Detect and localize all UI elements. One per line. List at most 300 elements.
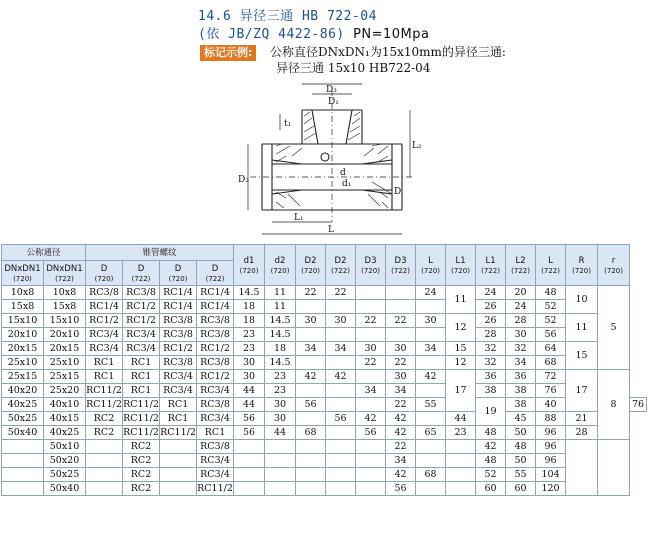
table-cell: 22: [296, 286, 326, 300]
table-cell: 50: [506, 426, 536, 440]
table-cell: 50x40: [2, 426, 44, 440]
table-cell: RC11/2: [123, 398, 159, 410]
table-cell: RC1/4: [197, 300, 234, 314]
table-cell: 42: [356, 412, 386, 426]
table-cell: [296, 440, 326, 454]
table-cell: 68: [416, 468, 446, 482]
table-cell: 23: [234, 328, 265, 342]
table-row: [2, 426, 647, 440]
table-cell: RC11/2: [160, 426, 196, 438]
table-cell: 14.5: [265, 328, 296, 342]
col-D3-720: D3 (720): [356, 245, 386, 286]
table-cell: 11: [265, 300, 296, 314]
table-cell: 32: [476, 342, 506, 356]
title-line2: [198, 23, 430, 42]
table-cell: 30: [386, 342, 416, 356]
table-cell: 40: [536, 398, 566, 412]
table-cell: 30: [265, 412, 296, 426]
table-cell: 48: [506, 440, 536, 454]
table-cell: 68: [536, 356, 566, 370]
table-cell: [296, 300, 326, 314]
standard-ref: (依 JB/ZQ 4422-86): [198, 27, 345, 42]
table-cell: 22: [386, 314, 416, 328]
table-cell: [356, 454, 386, 468]
table-cell: RC3/4: [160, 384, 197, 398]
table-cell-L1-720: [446, 468, 476, 482]
table-cell: RC1: [197, 426, 234, 440]
table-cell: 50x20: [44, 454, 86, 468]
table-cell: RC3/8: [197, 440, 234, 454]
table-cell: RC3/8: [160, 328, 197, 342]
table-cell: 30: [234, 356, 265, 370]
table-cell: 44: [265, 426, 296, 440]
table-cell: 34: [506, 356, 536, 370]
table-cell: 88: [536, 412, 566, 426]
table-cell: 15x8: [2, 300, 44, 314]
col-D-722-b: D (722): [197, 261, 234, 286]
table-cell: 40x10: [44, 398, 86, 412]
table-cell: 38: [506, 384, 536, 398]
table-cell: 52: [536, 300, 566, 314]
table-row: [2, 328, 647, 342]
spec-table: [1, 244, 647, 496]
table-cell: 30: [356, 342, 386, 356]
table-cell: 20x10: [44, 328, 86, 342]
table-cell: 23: [265, 384, 296, 398]
table-cell: 42: [386, 412, 416, 426]
table-cell: 20x10: [2, 328, 44, 342]
table-cell: 96: [536, 454, 566, 468]
table-cell: RC2: [123, 482, 160, 496]
table-cell-L1-720: 19: [476, 398, 506, 426]
table-cell-R: 21: [566, 412, 598, 426]
table-cell-r: 8: [598, 370, 630, 440]
table-cell: 72: [536, 370, 566, 384]
table-cell-R: 10: [566, 286, 598, 314]
table-cell: RC2: [86, 412, 123, 426]
table-cell: 56: [296, 398, 326, 412]
table-cell: RC1/2: [123, 300, 160, 314]
table-cell: 60: [506, 482, 536, 496]
table-cell: [296, 328, 326, 342]
table-cell: RC1: [160, 412, 197, 426]
label-L2: L₂: [412, 141, 422, 151]
table-cell: [265, 468, 296, 482]
example-line1: 公称直径DNxDN₁为15x10mm的异径三通:: [270, 45, 506, 59]
table-cell: 25x10: [44, 356, 86, 370]
table-cell: RC1/2: [160, 342, 197, 356]
table-cell: [416, 412, 446, 426]
table-row: [2, 468, 647, 482]
table-cell: 30: [506, 328, 536, 342]
col-dn-722: DNxDN1 (722): [44, 261, 86, 286]
table-cell-L1-720: 12: [446, 356, 476, 370]
table-cell-R: [566, 440, 598, 496]
table-cell: 14.5: [265, 356, 296, 370]
table-row: [2, 286, 647, 300]
table-cell: RC11/2: [197, 482, 233, 494]
table-cell: 48: [536, 286, 566, 300]
table-cell: [296, 412, 326, 426]
table-cell: [86, 440, 123, 454]
table-row: [2, 370, 647, 384]
table-cell: RC11/2: [123, 426, 159, 438]
table-cell: 42: [296, 370, 326, 384]
col-L2-722: L2 (722): [506, 245, 536, 286]
table-cell: RC3/4: [123, 342, 160, 356]
table-cell: [326, 384, 356, 398]
table-cell: RC3/4: [86, 342, 123, 356]
table-cell: 44: [446, 412, 476, 426]
col-D2-722: D2 (722): [326, 245, 356, 286]
table-cell: 76: [536, 384, 566, 398]
table-cell: 34: [416, 342, 446, 356]
table-cell: RC2: [123, 468, 160, 482]
table-cell: 56: [234, 412, 265, 426]
table-cell: 15x10: [2, 314, 44, 328]
col-D-722-a: D (722): [123, 261, 160, 286]
table-cell: 30: [234, 370, 265, 384]
col-D-720-a: D (720): [86, 261, 123, 286]
table-cell: RC2: [123, 454, 160, 468]
table-cell: 56: [536, 328, 566, 342]
table-cell: [356, 398, 386, 412]
col-L1-722: L1 (722): [476, 245, 506, 286]
table-cell: 28: [506, 314, 536, 328]
table-cell: 34: [386, 454, 416, 468]
table-cell: 25x15: [2, 370, 44, 384]
example-badge: 标记示例:: [200, 45, 256, 61]
table-cell: 65: [416, 426, 446, 440]
table-cell: 56: [386, 482, 416, 496]
tee-drawing: [232, 82, 422, 242]
table-cell: 34: [356, 384, 386, 398]
table-cell: [356, 370, 386, 384]
group-nominal: 公称通径: [2, 245, 86, 261]
table-cell: 44: [234, 384, 265, 398]
table-cell: RC1/4: [160, 286, 197, 300]
table-cell: [386, 300, 416, 314]
col-L-722: L (722): [536, 245, 566, 286]
table-cell-R: 11: [566, 314, 598, 342]
table-cell: 40x15: [44, 412, 86, 426]
table-cell: [296, 384, 326, 398]
col-r-720: r (720): [598, 245, 630, 286]
table-cell: [416, 356, 446, 370]
table-cell: 52: [476, 468, 506, 482]
table-cell-L1-720: 12: [446, 314, 476, 342]
table-cell: 18: [234, 300, 265, 314]
table-cell: RC3/8: [86, 286, 123, 300]
table-cell: 25x15: [44, 370, 86, 384]
table-cell: RC1: [86, 370, 123, 384]
label-t1: t₁: [284, 119, 292, 129]
table-cell: [326, 482, 356, 496]
table-cell: 24: [416, 286, 446, 300]
table-cell: [416, 384, 446, 398]
table-cell: 55: [416, 398, 446, 412]
table-cell: [234, 482, 265, 496]
table-cell: 30: [386, 370, 416, 384]
table-cell: RC2: [86, 426, 123, 440]
table-cell: 44: [234, 398, 265, 412]
table-cell: RC11/2: [86, 384, 122, 396]
table-cell: 22: [386, 356, 416, 370]
table-cell: 96: [536, 440, 566, 454]
table-cell: RC3/8: [123, 286, 160, 300]
table-cell: 11: [265, 286, 296, 300]
table-cell: 76: [630, 398, 647, 412]
table-cell: 30: [326, 314, 356, 328]
table-cell: [2, 454, 44, 468]
table-cell: [265, 454, 296, 468]
table-cell: 34: [326, 342, 356, 356]
table-cell: 40x25: [2, 398, 44, 412]
table-cell: 48: [476, 454, 506, 468]
table-cell: 50x25: [2, 412, 44, 426]
table-cell: 28: [476, 328, 506, 342]
table-cell: 56: [356, 426, 386, 440]
table-cell: 20: [506, 286, 536, 300]
table-cell: RC3/4: [197, 454, 234, 468]
table-cell: [356, 286, 386, 300]
table-cell: RC3/8: [197, 314, 234, 328]
table-cell: [326, 454, 356, 468]
table-cell: RC3/4: [160, 370, 197, 384]
table-cell-L1-720: [446, 454, 476, 468]
table-cell: 42: [386, 426, 416, 440]
table-cell: [296, 468, 326, 482]
table-cell: RC3/4: [123, 328, 160, 342]
table-cell: [296, 454, 326, 468]
table-cell: [386, 286, 416, 300]
table-cell: 36: [506, 370, 536, 384]
table-row: [2, 440, 647, 454]
label-D: D: [394, 187, 402, 197]
table-cell: [2, 468, 44, 482]
title-line1: 14.6 异径三通 HB 722-04: [198, 9, 377, 24]
table-cell: [234, 454, 265, 468]
table-cell: 18: [265, 342, 296, 356]
table-cell: RC11/2: [86, 398, 122, 410]
table-cell: [356, 440, 386, 454]
table-row: [2, 398, 647, 412]
table-cell: RC3/4: [197, 468, 234, 482]
table-cell: [265, 482, 296, 496]
table-cell: [234, 440, 265, 454]
table-cell: RC1/2: [86, 314, 123, 328]
table-cell: 25x20: [44, 384, 86, 398]
label-D2: D₂: [238, 175, 249, 185]
table-cell: 42: [386, 468, 416, 482]
label-d1: d₁: [342, 179, 352, 189]
table-cell-L1-720: 17: [446, 370, 476, 412]
table-cell: 14.5: [234, 286, 265, 300]
table-cell: 26: [476, 314, 506, 328]
col-L-720: L (720): [416, 245, 446, 286]
label-L: L: [328, 225, 334, 235]
table-cell: [356, 482, 386, 496]
table-cell-L1-720: [446, 482, 476, 496]
table-cell: [416, 454, 446, 468]
table-cell: 32: [476, 356, 506, 370]
table-cell: [2, 482, 44, 496]
pressure-rating: PN=10Mpa: [353, 27, 430, 42]
col-d1: d1 (720): [234, 245, 265, 286]
table-cell-r: 5: [598, 286, 630, 370]
table-cell: 15x8: [44, 300, 86, 314]
table-cell-L1-720: 15: [446, 342, 476, 356]
table-cell: RC3/8: [197, 398, 234, 412]
table-cell-R: 15: [566, 342, 598, 370]
table-cell: 34: [386, 384, 416, 398]
table-cell: RC1: [86, 356, 123, 370]
table-cell: [416, 440, 446, 454]
col-dn-720: DNxDN1 (720): [2, 261, 44, 286]
table-cell: 96: [536, 426, 566, 440]
table-cell: [356, 468, 386, 482]
label-L1: L₁: [294, 213, 304, 223]
table-cell: [356, 300, 386, 314]
label-D3: D₃: [326, 85, 337, 95]
label-d: d: [340, 168, 346, 178]
table-cell: 42: [416, 370, 446, 384]
table-cell: 42: [476, 440, 506, 454]
table-cell: 64: [536, 342, 566, 356]
table-cell: RC1/4: [197, 286, 234, 300]
table-cell: RC3/8: [160, 356, 197, 370]
table-cell: RC3/8: [160, 314, 197, 328]
table-cell: 20x15: [44, 342, 86, 356]
table-cell: 40x20: [2, 384, 44, 398]
table-cell: [86, 468, 123, 482]
table-cell: RC3/4: [86, 328, 123, 342]
table-cell: 23: [265, 370, 296, 384]
col-D3-722: D3 (722): [386, 245, 416, 286]
table-cell: 40x25: [44, 426, 86, 440]
table-cell: 60: [476, 482, 506, 496]
example-line2: 异径三通 15x10 HB722-04: [276, 61, 431, 75]
table-cell: 24: [506, 300, 536, 314]
table-cell: RC1: [123, 356, 160, 370]
col-D2-720: D2 (720): [296, 245, 326, 286]
table-cell: 120: [536, 482, 566, 496]
table-cell: 22: [386, 440, 416, 454]
table-cell: 18: [234, 314, 265, 328]
table-cell: 68: [296, 426, 326, 440]
table-cell: [386, 328, 416, 342]
table-cell: RC3/8: [197, 356, 234, 370]
table-cell: RC11/2: [123, 412, 159, 424]
table-cell: [326, 328, 356, 342]
table-cell: [416, 482, 446, 496]
table-cell: 14.5: [265, 314, 296, 328]
table-cell: 24: [476, 286, 506, 300]
table-cell: [296, 356, 326, 370]
table-cell: [160, 454, 197, 468]
table-cell: 50x25: [44, 468, 86, 482]
table-cell: [296, 482, 326, 496]
table-cell: 56: [234, 426, 265, 440]
table-row: [2, 356, 647, 370]
table-cell: 36: [476, 370, 506, 384]
table-cell: 52: [536, 314, 566, 328]
table-cell: [160, 482, 197, 496]
col-d2: d2 (720): [265, 245, 296, 286]
table-cell: RC1: [123, 384, 160, 398]
table-row: [2, 454, 647, 468]
table-row: [2, 482, 647, 496]
table-row: [2, 300, 647, 314]
table-cell: RC1/2: [197, 370, 234, 384]
table-cell: RC1/4: [160, 300, 197, 314]
table-cell: 104: [536, 468, 566, 482]
table-cell: 15x10: [44, 314, 86, 328]
table-cell: [416, 300, 446, 314]
table-cell: RC1/2: [197, 342, 234, 356]
table-cell: RC3/8: [197, 328, 234, 342]
table-row: [2, 342, 647, 356]
table-cell: RC3/4: [197, 412, 234, 426]
col-L1-720: L1 (720): [446, 245, 476, 286]
table-cell: 22: [386, 398, 416, 412]
table-cell: 50x10: [44, 440, 86, 454]
table-cell: 38: [506, 398, 536, 412]
table-cell: [326, 300, 356, 314]
table-cell: 55: [506, 468, 536, 482]
table-cell-R: 17: [566, 370, 598, 412]
table-cell-L1-720: 11: [446, 286, 476, 314]
table-cell: RC1/2: [123, 314, 160, 328]
table-cell: RC1: [123, 370, 160, 384]
table-cell: 26: [476, 300, 506, 314]
table-cell-L1-720: 23: [446, 426, 476, 440]
table-row: [2, 412, 647, 426]
table-cell: 34: [296, 342, 326, 356]
table-cell: 30: [296, 314, 326, 328]
table-cell: 22: [356, 314, 386, 328]
table-cell-L1-720: [446, 440, 476, 454]
table-cell: 30: [265, 398, 296, 412]
table-cell: [234, 468, 265, 482]
table-cell: [86, 482, 123, 496]
table-cell: [160, 468, 197, 482]
table-cell: RC1: [160, 398, 197, 412]
table-row: [2, 384, 647, 398]
table-cell: [326, 468, 356, 482]
table-cell: 30: [416, 314, 446, 328]
group-thread: 锥管螺纹: [86, 245, 234, 261]
table-cell: [86, 454, 123, 468]
table-cell: 23: [234, 342, 265, 356]
table-cell: 50: [506, 454, 536, 468]
table-cell: 20x15: [2, 342, 44, 356]
table-cell: 48: [476, 426, 506, 440]
table-cell: 38: [476, 384, 506, 398]
table-cell: [160, 440, 197, 454]
table-cell: RC2: [123, 440, 160, 454]
col-R-720: R (720): [566, 245, 598, 286]
table-cell: [265, 440, 296, 454]
table-cell: [326, 398, 356, 412]
table-cell: 10x8: [2, 286, 44, 300]
table-cell: [416, 328, 446, 342]
table-cell: 22: [356, 356, 386, 370]
table-cell: 32: [506, 342, 536, 356]
table-cell: 10x8: [44, 286, 86, 300]
col-D-720-b: D (720): [160, 261, 197, 286]
table-cell: [2, 440, 44, 454]
